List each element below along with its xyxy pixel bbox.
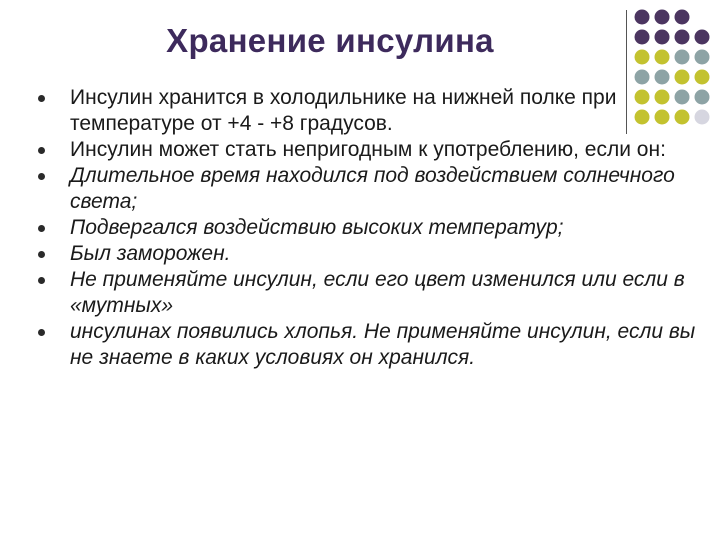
- bullet-dot-icon: [38, 95, 45, 102]
- decorative-dot: [635, 70, 650, 85]
- bullet-dot-icon: [38, 277, 45, 284]
- bullet-dot-icon: [38, 173, 45, 180]
- bullet-dot-icon: [38, 251, 45, 258]
- bullet-dot-icon: [38, 225, 45, 232]
- decorative-dot: [695, 30, 710, 45]
- decorative-dot: [675, 50, 690, 65]
- decorative-dot: [635, 50, 650, 65]
- bullet-text: Не применяйте инсулин, если его цвет изменился или если в «мутных»: [70, 268, 685, 317]
- bullet-text: инсулинах появились хлопья. Не применяйте инсулин, если вы не знаете в каких условиях он хранился.: [70, 320, 696, 369]
- decorative-dot: [675, 30, 690, 45]
- decorative-dot: [635, 10, 650, 25]
- decorative-dot: [655, 10, 670, 25]
- decorative-dot: [655, 30, 670, 45]
- bullet-text: Длительное время находился под воздействием солнечного света;: [70, 164, 675, 213]
- bullet-text: Был заморожен.: [70, 242, 231, 265]
- decorative-dot: [675, 70, 690, 85]
- bullet-list: [0, 85, 700, 371]
- bullet-item: [0, 241, 700, 267]
- decorative-dot: [655, 50, 670, 65]
- decorative-dot: [695, 50, 710, 65]
- decorative-dot: [675, 10, 690, 25]
- bullet-dot-icon: [38, 329, 45, 336]
- bullet-text: Инсулин хранится в холодильнике на нижней полке при температуре от +4 - +8 градусов.: [70, 86, 617, 135]
- bullet-item: [0, 267, 700, 319]
- decorative-dot: [655, 70, 670, 85]
- slide-title: Хранение инсулина: [166, 22, 494, 59]
- decorative-dot: [635, 30, 650, 45]
- bullet-item: [0, 137, 700, 163]
- bullet-item: [0, 85, 700, 137]
- bullet-text: Подвергался воздействию высоких температур;: [70, 216, 564, 239]
- decorative-dot: [695, 70, 710, 85]
- bullet-dot-icon: [38, 147, 45, 154]
- bullet-item: [0, 319, 700, 371]
- bullet-item: [0, 163, 700, 215]
- bullet-text: Инсулин может стать непригодным к употреблению, если он:: [70, 138, 666, 161]
- bullet-item: [0, 215, 700, 241]
